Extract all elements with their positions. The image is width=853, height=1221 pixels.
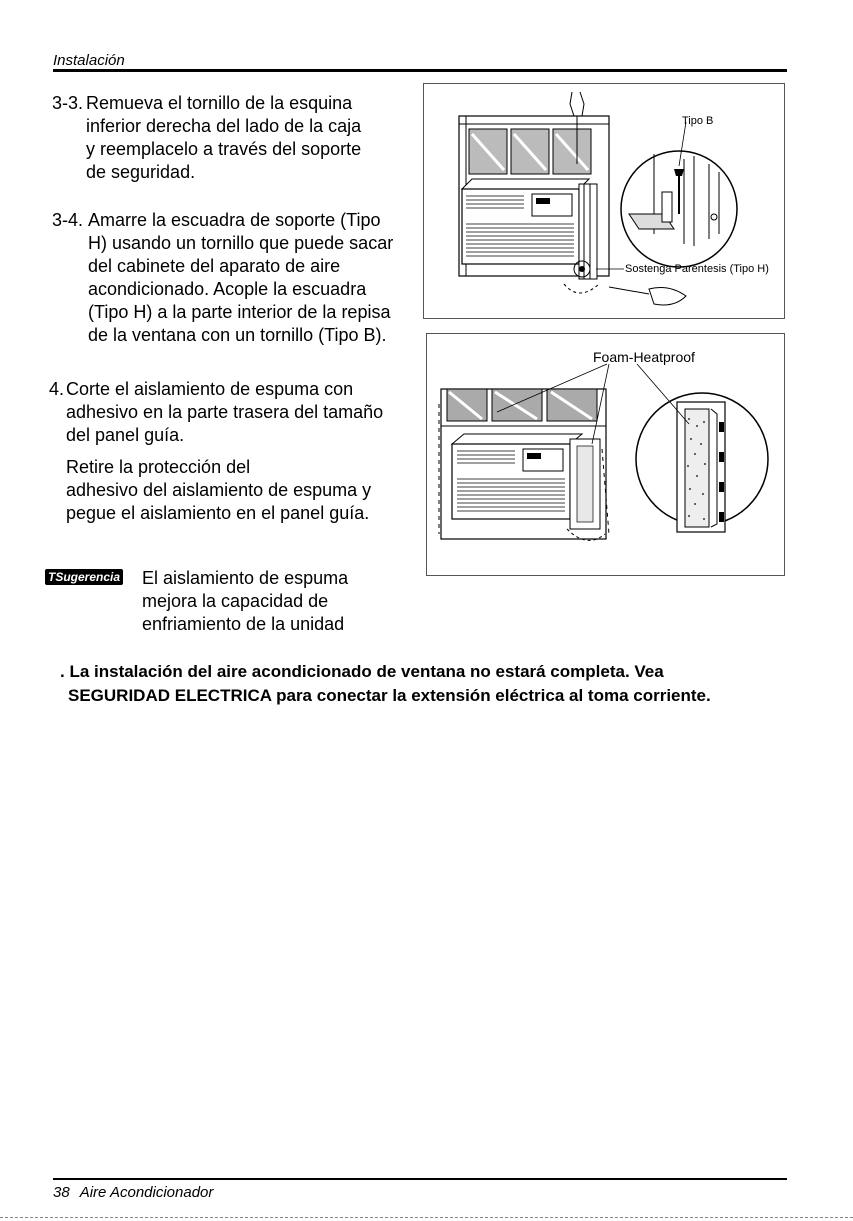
step-line: Amarre la escuadra de soporte (Tipo [88,210,381,230]
tip-line: El aislamiento de espuma [142,568,349,588]
label-tipo-b: Tipo B [682,115,714,127]
step-number: 3-3. [52,93,84,113]
header-divider [53,69,787,72]
footer-divider [53,1178,787,1180]
step-line: del panel guía. [66,425,185,445]
step-line: H) usando un tornillo que puede sacar [88,233,394,253]
step-line: y reemplacelo a través del soporte [86,139,362,159]
page-number: 38 [53,1184,70,1201]
step-line: pegue el aislamiento en el panel guía. [66,503,370,523]
bracket-illustration [424,84,784,318]
tip-badge: TSugerencia [45,569,123,585]
step-line: inferior derecha del lado de la caja [86,116,362,136]
tip-text [142,567,348,636]
footer-title: Aire Acondicionador [79,1184,214,1201]
label-foam-heatproof: Foam-Heatproof [593,349,695,365]
step-line: acondicionado. Acople la escuadra [88,279,367,299]
tip-line: enfriamiento de la unidad [142,614,345,634]
notice-line: . La instalación del aire acondicionado de ventana no estará completa. Vea [60,662,664,681]
tip-line: mejora la capacidad de [142,591,329,611]
foam-figure [426,333,785,576]
installation-notice [60,660,711,708]
step-number: 3-4. [52,210,84,230]
step-line: Remueva el tornillo de la esquina [86,93,353,113]
step-line: de la ventana con un tornillo (Tipo B). [88,325,387,345]
step-line: Retire la protección del [66,457,251,477]
page-edge [0,1217,853,1218]
step-3-4 [52,209,393,347]
step-line: de seguridad. [86,162,196,182]
step-line: (Tipo H) a la parte interior de la repisa [88,302,391,322]
foam-illustration [427,334,784,575]
notice-line: SEGURIDAD ELECTRICA para conectar la extensión eléctrica al toma corriente. [68,686,711,705]
step-line: del cabinete del aparato de aire [88,256,341,276]
step-number: 4. [49,379,65,399]
step-line: Corte el aislamiento de espuma con [66,379,354,399]
footer [53,1184,213,1201]
label-bracket-tipo-h: Sostenga Parentesis (Tipo H) [625,263,769,275]
step-line: adhesivo en la parte trasera del tamaño [66,402,384,422]
section-title: Instalación [53,52,125,69]
step-line: adhesivo del aislamiento de espuma y [66,480,372,500]
step-3-3 [52,92,361,184]
bracket-figure [423,83,785,319]
step-4 [49,378,383,525]
